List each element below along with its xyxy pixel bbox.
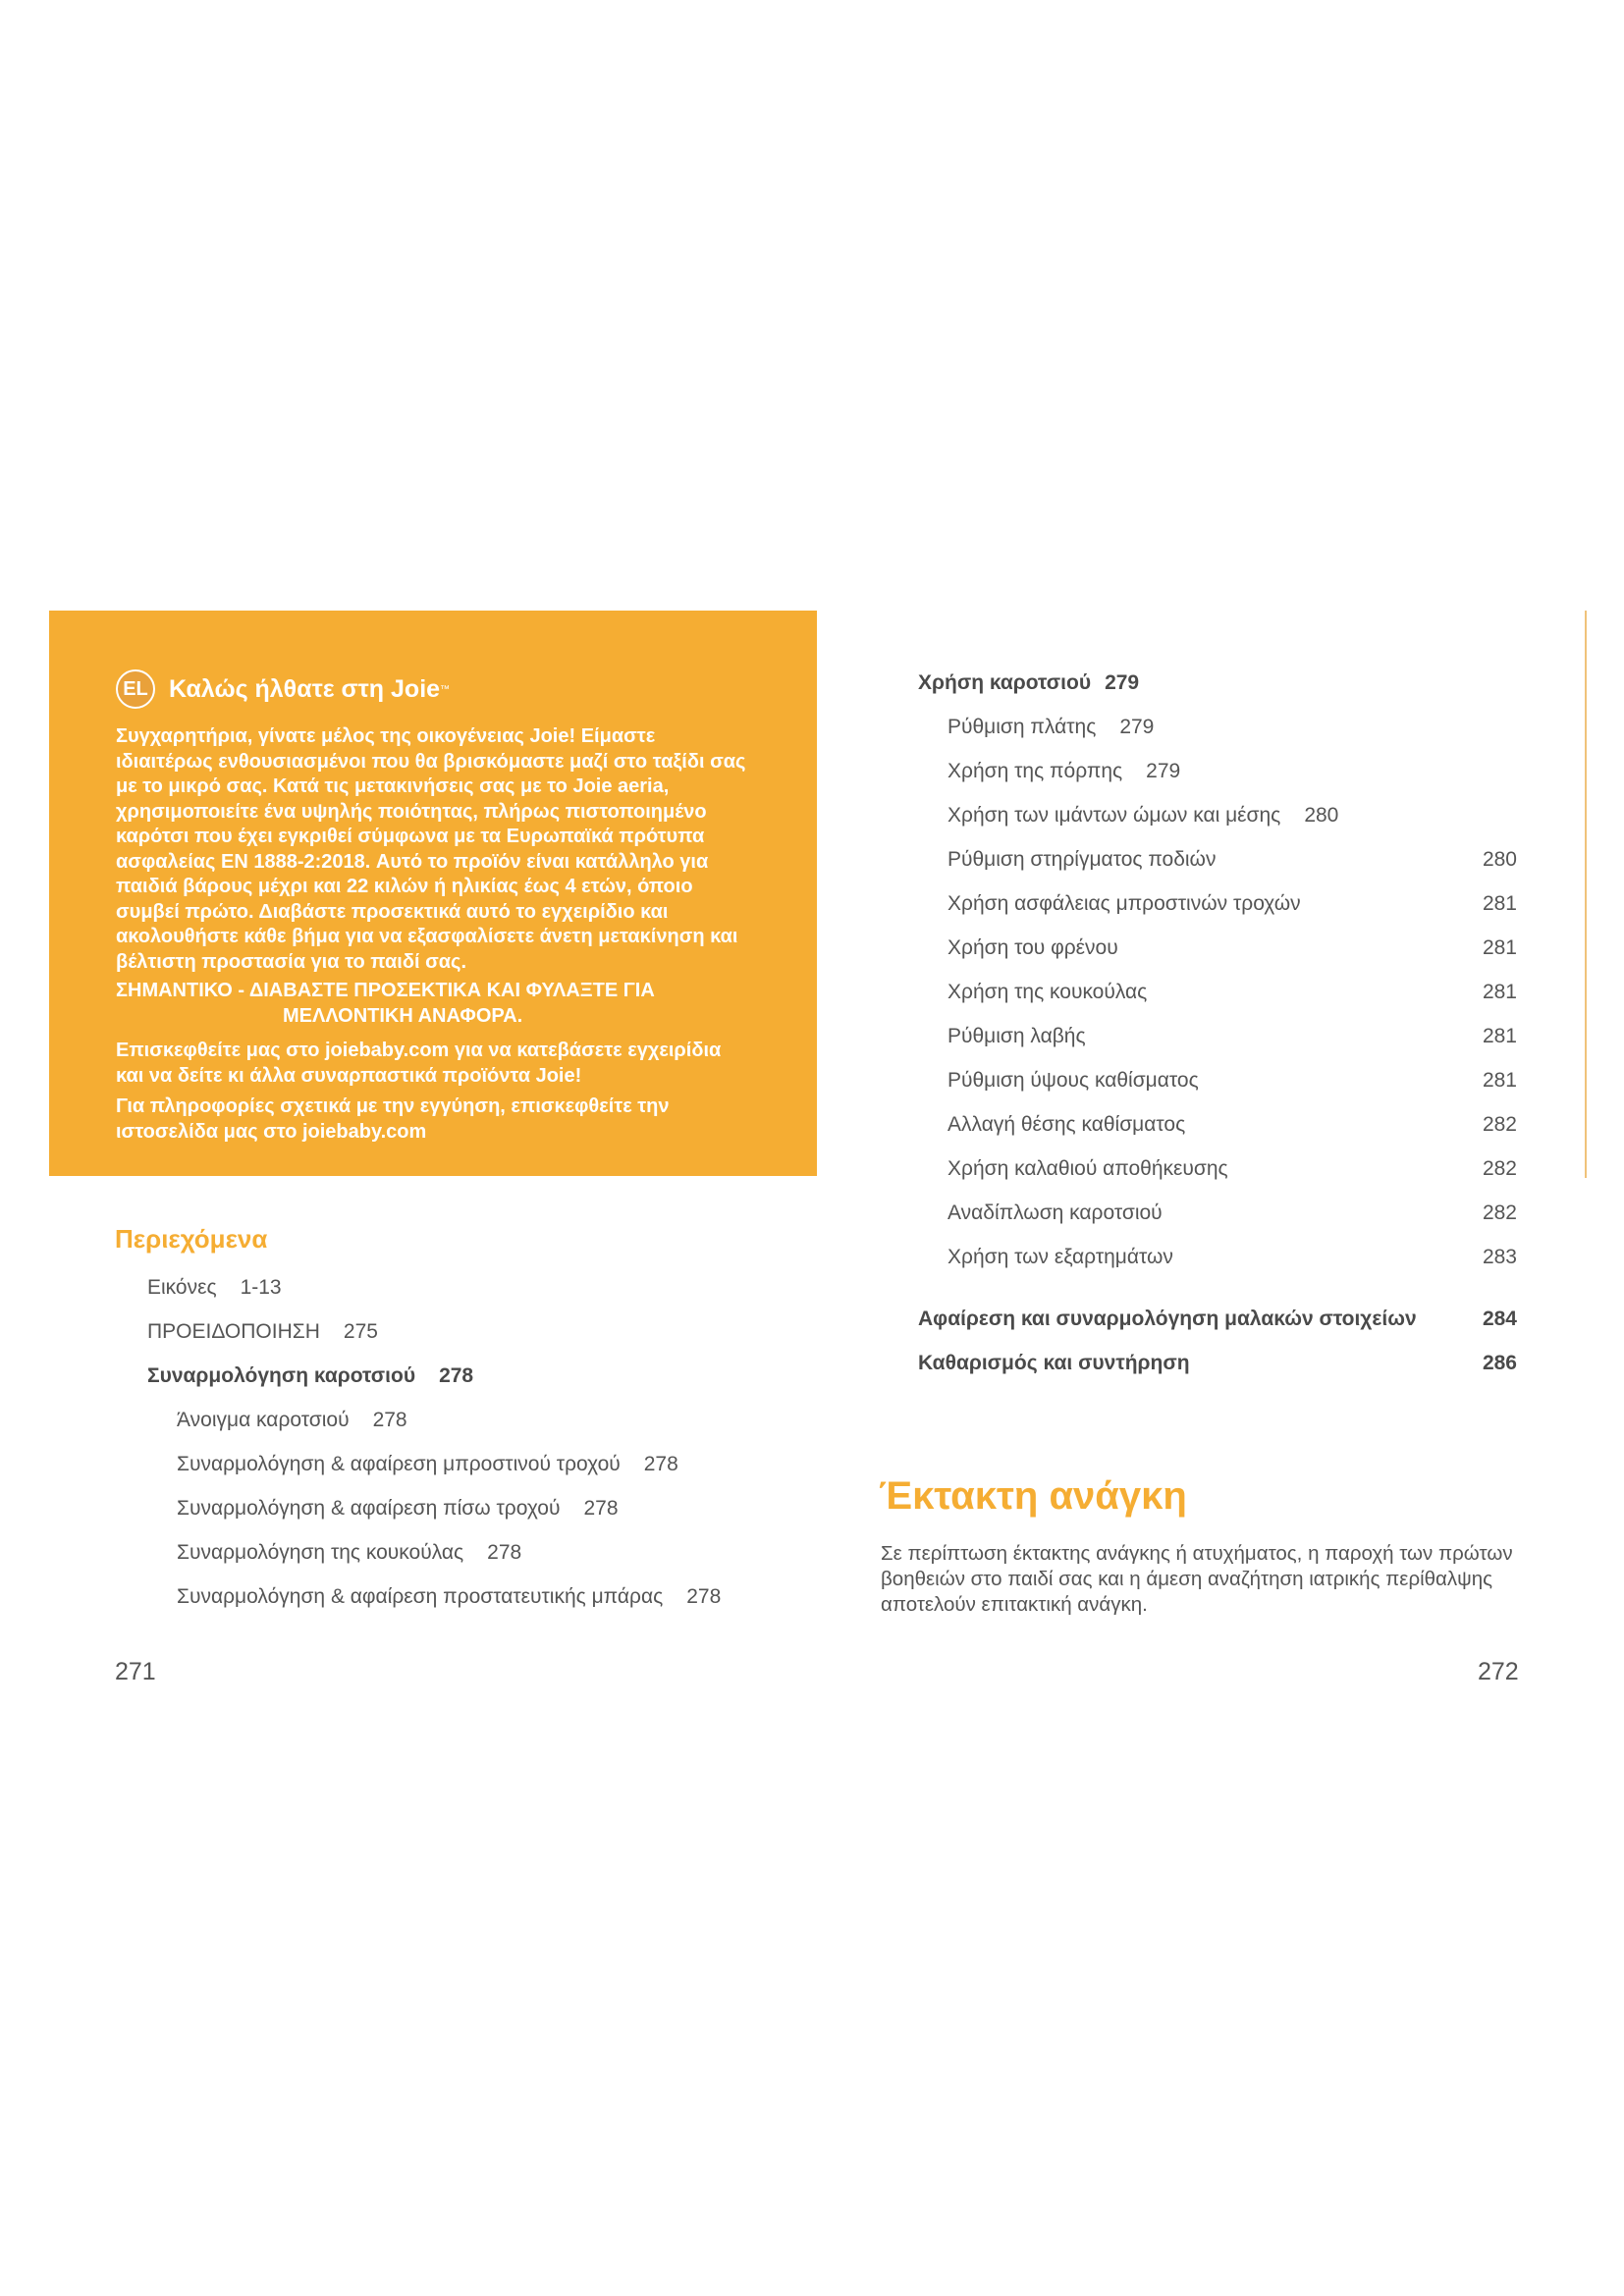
toc-item[interactable] (918, 1308, 1517, 1352)
toc-item[interactable] (918, 1113, 1517, 1157)
toc-page: 280 (1482, 848, 1517, 871)
toc-label: Συναρμολόγηση της κουκούλας (177, 1541, 464, 1564)
trademark: ™ (440, 683, 451, 695)
toc-page: 281 (1482, 892, 1517, 915)
toc-label: Αλλαγή θέσης καθίσματος (947, 1113, 1186, 1136)
toc-page: 280 (1304, 804, 1339, 827)
toc-item[interactable] (918, 1025, 1517, 1069)
toc-label: Χρήση ασφάλειας μπροστινών τροχών (947, 892, 1301, 915)
toc-page: 286 (1482, 1352, 1517, 1374)
toc-page: 278 (686, 1585, 722, 1608)
toc-label: Εικόνες (147, 1276, 217, 1299)
language-badge: EL (116, 669, 155, 709)
toc-label: ΠΡΟΕΙΔΟΠΟΙΗΣΗ (147, 1320, 320, 1343)
toc-label: Χρήση των ιμάντων ώμων και μέσης (947, 804, 1281, 827)
toc-label: Συναρμολόγηση & αφαίρεση πίσω τροχού (177, 1497, 561, 1520)
toc-page: 281 (1482, 936, 1517, 959)
warranty-text: Για πληροφορίες σχετικά με την εγγύηση, επισκεφθείτε την ιστοσελίδα μας στο joiebaby.com (116, 1095, 670, 1143)
emergency-title: Έκτακτη ανάγκη (879, 1474, 1187, 1518)
toc-page: 278 (372, 1409, 407, 1431)
toc-item[interactable] (918, 1157, 1517, 1201)
toc-item[interactable] (918, 760, 1517, 804)
toc-item[interactable] (147, 1541, 776, 1585)
welcome-box (49, 611, 817, 1176)
toc-right (918, 671, 1517, 1396)
toc-item[interactable] (918, 1352, 1517, 1396)
welcome-body: Συγχαρητήρια, γίνατε μέλος της οικογένειας Joie! Είμαστε ιδιαιτέρως ενθουσιασμένοι που θα βρισκόμαστε μαζί στο ταξίδι σας με το μικρό σας. Κατά τις μετακινήσεις σας με το Joie aeria, χρησιμοποιείτε ένα υψηλής ποιότητας, πλήρως πιστοποιημένο καρότσι που έχει εγκριθεί σύμφωνα με τα Ευρωπαϊκά πρότυπα ασφαλείας EN 1888-2:2018. Αυτό το προϊόν είναι κατάλληλο για παιδιά βάρους μέχρι και 22 κιλών ή ηλικίας έως 4 ετών, όποιο συμβεί πρώτο. Διαβάστε προσεκτικά αυτό το εγχειρίδιο και ακολουθήστε κάθε βήμα για να εξασφαλίσετε άνετη μετακίνηση και βέλτιστη προστασία για το παιδί σας. (116, 725, 746, 973)
toc-item[interactable] (918, 981, 1517, 1025)
toc-label: Συναρμολόγηση καροτσιού (147, 1364, 416, 1387)
page-number-left: 271 (115, 1658, 156, 1685)
toc-label: Χρήση της πόρπης (947, 760, 1123, 782)
toc-item[interactable] (147, 1497, 776, 1541)
toc-label: Αφαίρεση και συναρμολόγηση μαλακών στοιχείων (918, 1308, 1417, 1330)
toc-item[interactable] (918, 936, 1517, 981)
toc-page: 284 (1482, 1308, 1517, 1330)
page-number-right: 272 (1478, 1658, 1519, 1685)
toc-label: Ρύθμιση λαβής (947, 1025, 1086, 1047)
toc-label: Αναδίπλωση καροτσιού (947, 1201, 1163, 1224)
toc-label: Ρύθμιση στηρίγματος ποδιών (947, 848, 1217, 871)
toc-label: Ρύθμιση πλάτης (947, 716, 1097, 738)
toc-item[interactable] (147, 1276, 776, 1320)
toc-page: 282 (1482, 1157, 1517, 1180)
toc-page: 282 (1482, 1113, 1517, 1136)
toc-page: 278 (643, 1453, 678, 1475)
toc-label: Συναρμολόγηση & αφαίρεση προστατευτικής μπάρας (177, 1585, 664, 1608)
welcome-title (116, 669, 750, 709)
important-line-2: ΜΕΛΛΟΝΤΙΚΗ ΑΝΑΦΟΡΑ. (283, 1004, 523, 1027)
emergency-text: Σε περίπτωση έκτακτης ανάγκης ή ατυχήματος, η παροχή των πρώτων βοηθειών στο παιδί σας και η άμεση αναζήτηση ιατρικής περίθαλψης αποτελούν επιτακτική ανάγκη. (881, 1542, 1513, 1616)
toc-label: Χρήση των εξαρτημάτων (947, 1246, 1173, 1268)
toc-page: 281 (1482, 1025, 1517, 1047)
toc-item[interactable] (918, 671, 1517, 716)
toc-label: Χρήση του φρένου (947, 936, 1118, 959)
toc-item[interactable] (918, 716, 1517, 760)
visit-text: Επισκεφθείτε μας στο joiebaby.com για να κατεβάσετε εγχειρίδια και να δείτε κι άλλα συναρπαστικά προϊόντα Joie! (116, 1040, 722, 1087)
toc-page: 281 (1482, 1069, 1517, 1092)
toc-item[interactable] (918, 848, 1517, 892)
toc-item[interactable] (147, 1585, 776, 1629)
toc-left (147, 1276, 776, 1629)
toc-item[interactable] (147, 1320, 776, 1364)
toc-label: Καθαρισμός και συντήρηση (918, 1352, 1190, 1374)
toc-label: Χρήση της κουκούλας (947, 981, 1148, 1003)
toc-item[interactable] (918, 892, 1517, 936)
toc-label: Ρύθμιση ύψους καθίσματος (947, 1069, 1199, 1092)
toc-item[interactable] (918, 804, 1517, 848)
toc-page: 283 (1482, 1246, 1517, 1268)
toc-label: Χρήση καροτσιού (918, 671, 1092, 694)
contents-title: Περιεχόμενα (115, 1224, 268, 1254)
toc-item[interactable] (918, 1201, 1517, 1246)
toc-item[interactable] (147, 1364, 776, 1409)
toc-page: 279 (1146, 760, 1181, 782)
right-edge-divider (1585, 611, 1587, 1178)
toc-page: 1-13 (240, 1276, 282, 1299)
toc-item[interactable] (147, 1453, 776, 1497)
toc-item[interactable] (918, 1246, 1517, 1290)
important-notice (116, 979, 750, 1029)
toc-label: Άνοιγμα καροτσιού (177, 1409, 350, 1431)
toc-label: Χρήση καλαθιού αποθήκευσης (947, 1157, 1228, 1180)
toc-page: 278 (439, 1364, 474, 1387)
toc-page: 278 (487, 1541, 522, 1564)
toc-item[interactable] (147, 1409, 776, 1453)
toc-page: 279 (1105, 671, 1140, 694)
toc-page: 282 (1482, 1201, 1517, 1224)
welcome-title-text: Καλώς ήλθατε στη Joie (169, 674, 441, 703)
toc-item[interactable] (918, 1069, 1517, 1113)
toc-page: 278 (583, 1497, 619, 1520)
toc-label: Συναρμολόγηση & αφαίρεση μπροστινού τροχού (177, 1453, 621, 1475)
toc-page: 275 (343, 1320, 378, 1343)
toc-page: 281 (1482, 981, 1517, 1003)
toc-page: 279 (1119, 716, 1155, 738)
important-line-1: ΣΗΜΑΝΤΙΚΟ - ΔΙΑΒΑΣΤΕ ΠΡΟΣΕΚΤΙΚΑ ΚΑΙ ΦΥΛΑΞΤΕ ΓΙΑ (116, 980, 655, 1001)
